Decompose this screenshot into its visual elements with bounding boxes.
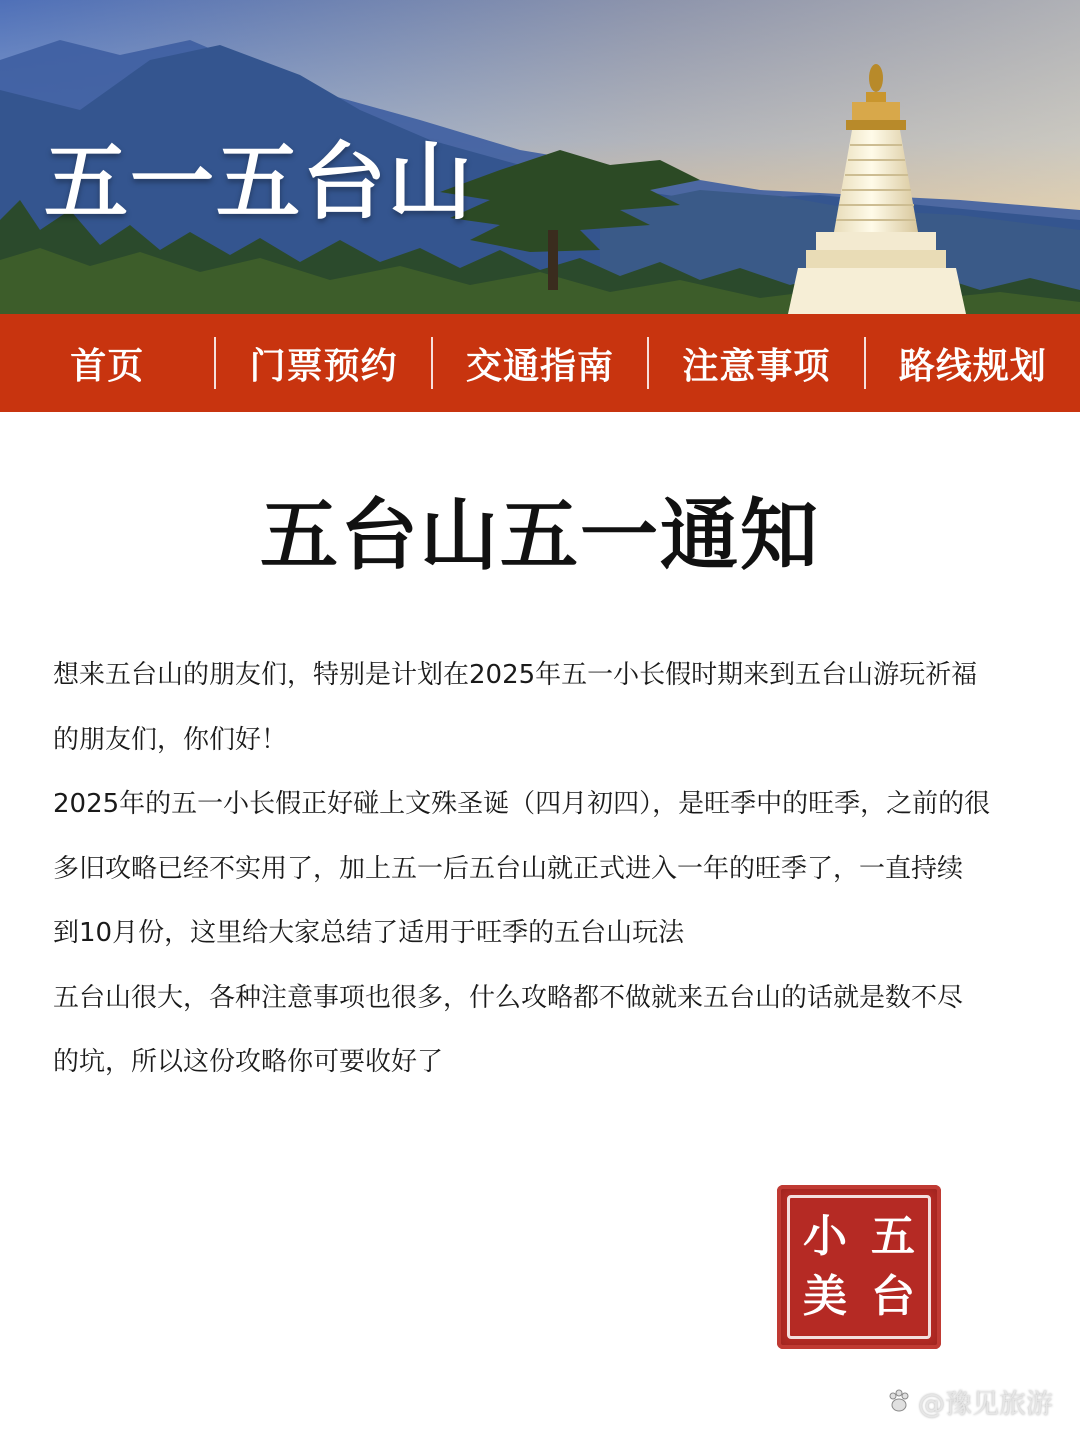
hero-banner: [0, 0, 1080, 314]
seal-stamp: [777, 1185, 941, 1349]
seal-char: 美: [803, 1271, 847, 1322]
seal-char: 小: [803, 1211, 847, 1262]
text-line: 想来五台山的朋友们，特别是计划在2025年五一小长假时期来到五台山游玩祈福: [53, 660, 978, 690]
text-line: 到10月份，这里给大家总结了适用于旺季的五台山玩法: [53, 918, 685, 948]
paragraph: [53, 966, 1053, 1095]
seal-char: 五: [871, 1211, 915, 1262]
paragraph: [53, 772, 1053, 966]
nav-item-notes[interactable]: 注意事项: [682, 345, 831, 387]
seal-char: 台: [871, 1271, 915, 1322]
text-line: 五台山很大，各种注意事项也很多，什么攻略都不做就来五台山的话就是数不尽: [53, 982, 964, 1013]
watermark: [886, 1381, 1053, 1421]
text-line: 的朋友们，你们好！: [53, 724, 288, 755]
nav-item-home[interactable]: 首页: [70, 345, 145, 387]
text-line: 多旧攻略已经不实用了，加上五一后五台山就正式进入一年的旺季了，一直持续: [53, 853, 964, 884]
paragraph: [53, 643, 1053, 772]
paw-icon: [886, 1388, 912, 1414]
text-line: 的坑，所以这份攻略你可要收好了: [53, 1047, 444, 1077]
nav-item-ticket-booking[interactable]: 门票预约: [249, 345, 398, 387]
page-title: 五台山五一通知: [259, 491, 820, 581]
text-line: 2025年的五一小长假正好碰上文殊圣诞（四月初四），是旺季中的旺季，之前的很: [53, 789, 991, 819]
article-body: [53, 643, 1053, 1095]
nav-item-transport-guide[interactable]: 交通指南: [466, 345, 615, 387]
nav-item-route-planning[interactable]: 路线规划: [898, 345, 1047, 387]
hero-title: 五一五台山: [44, 133, 475, 231]
watermark-text: @豫见旅游: [918, 1388, 1053, 1420]
nav-bar: [0, 314, 1080, 412]
